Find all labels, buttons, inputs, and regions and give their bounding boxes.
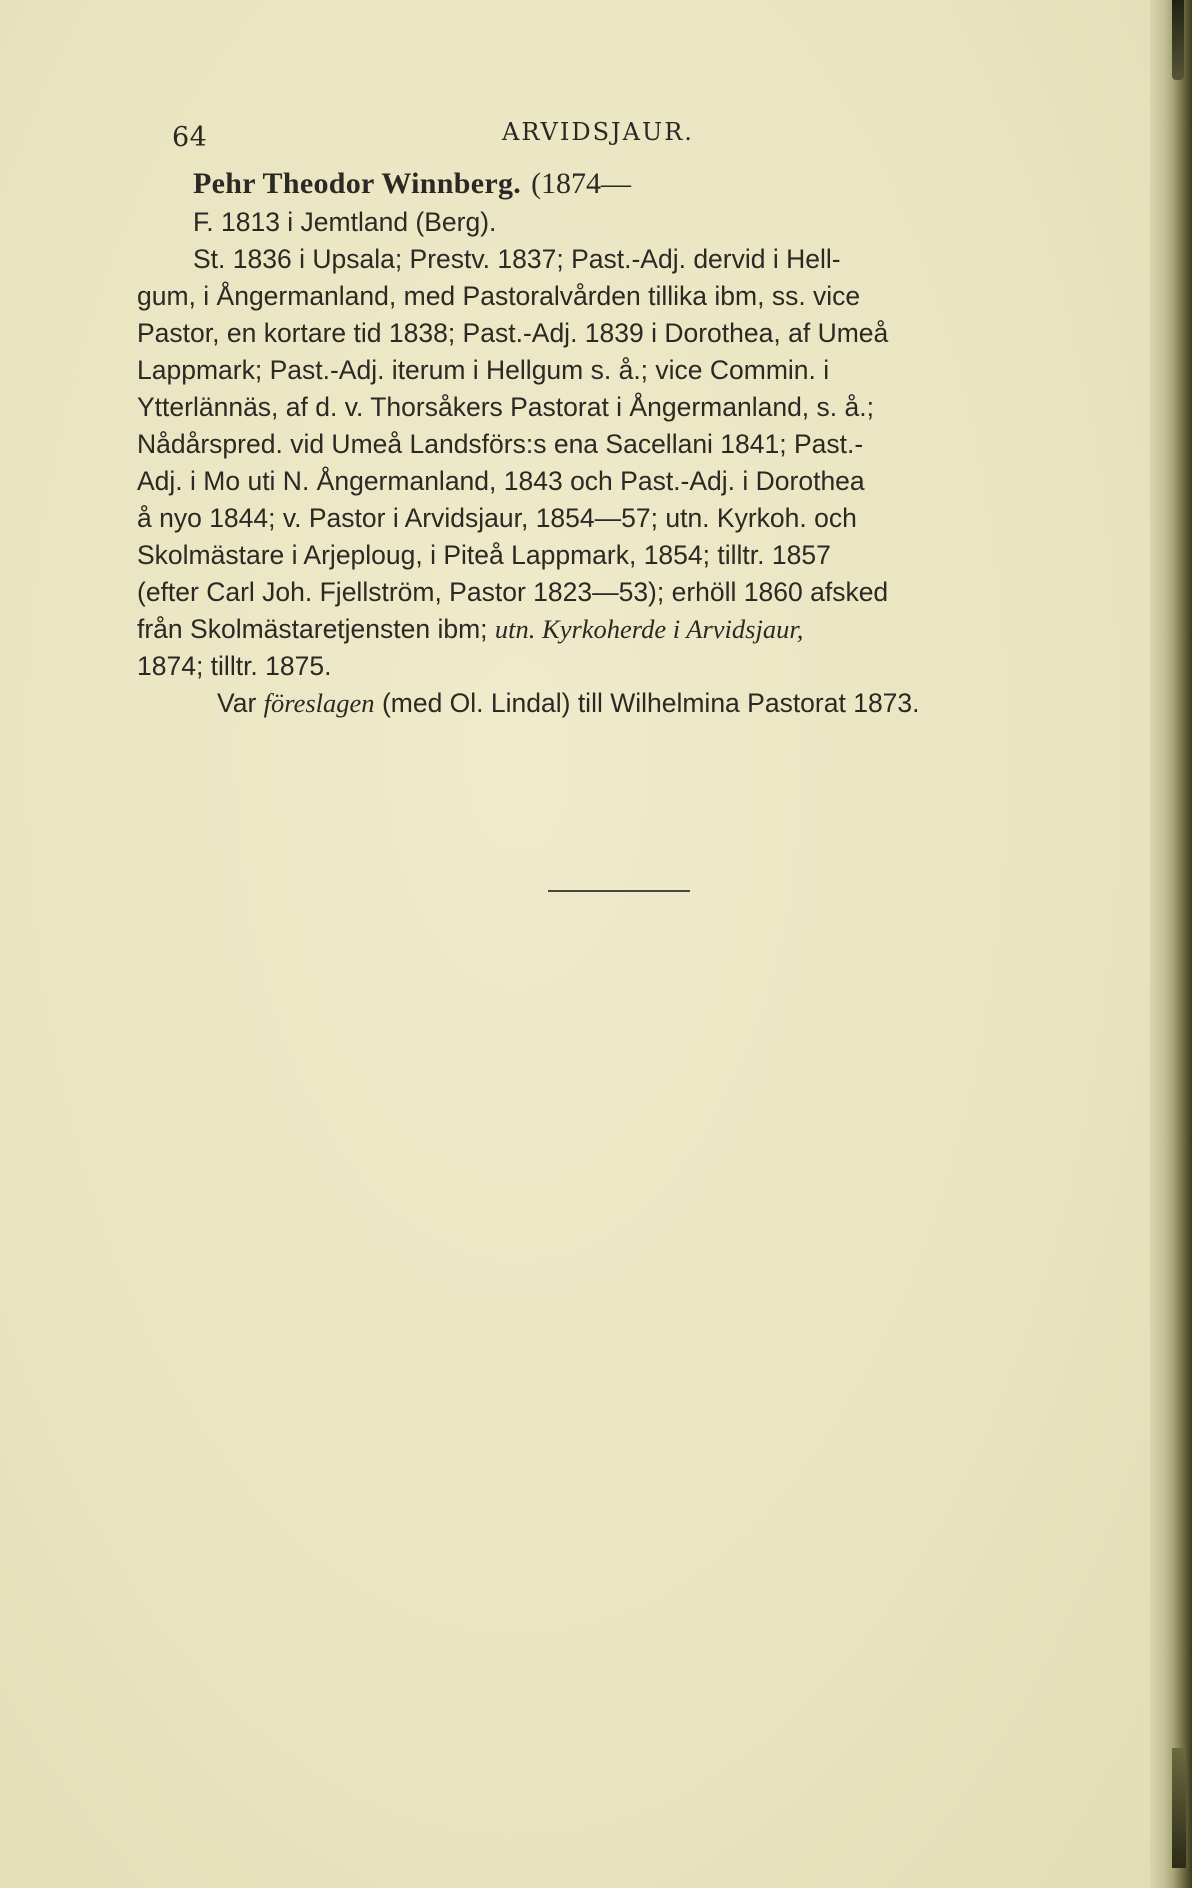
text-line: 1874; tilltr. 1875. <box>137 651 332 681</box>
text-line: St. 1836 i Upsala; Prestv. 1837; Past.-Adj. dervid i Hell- <box>193 244 841 274</box>
text-line: (efter Carl Joh. Fjellström, Pastor 1823—53); erhöll 1860 afsked <box>137 577 889 607</box>
text-line <box>137 611 1057 648</box>
entry-years: (1874— <box>531 167 632 200</box>
text-line: Skolmästare i Arjeploug, i Piteå Lappmark, 1854; tilltr. 1857 <box>137 540 831 570</box>
text-line: Nådårspred. vid Umeå Landsförs:s ena Sacellani 1841; Past.- <box>137 429 864 459</box>
text-segment: (med Ol. Lindal) till Wilhelmina Pastorat 1873. <box>381 688 920 718</box>
edge-mark <box>1172 1748 1186 1868</box>
section-rule <box>548 890 690 892</box>
page-edge <box>1150 0 1192 1888</box>
text-line: å nyo 1844; v. Pastor i Arvidsjaur, 1854—57; utn. Kyrkoh. och <box>137 503 857 533</box>
biographical-entry <box>137 164 1057 722</box>
entry-heading <box>193 164 1057 204</box>
italic-segment: utn. Kyrkoherde i Arvidsjaur, <box>494 614 804 644</box>
text-line: Lappmark; Past.-Adj. iterum i Hellgum s. å.; vice Commin. i <box>137 355 830 385</box>
entry-name: Pehr Theodor Winnberg. <box>193 167 522 200</box>
text-line: Ytterlännäs, af d. v. Thorsåkers Pastorat i Ångermanland, s. å.; <box>137 392 874 422</box>
running-head: ARVIDSJAUR. <box>502 118 694 146</box>
text-segment: Var <box>217 688 257 718</box>
edge-mark <box>1172 0 1184 80</box>
text-line: Adj. i Mo uti N. Ångermanland, 1843 och Past.-Adj. i Dorothea <box>137 466 865 496</box>
page-number: 64 <box>172 122 208 153</box>
italic-segment: föreslagen <box>263 688 375 718</box>
page-header <box>172 118 1072 158</box>
text-line <box>217 685 1057 722</box>
text-line: Pastor, en kortare tid 1838; Past.-Adj. 1839 i Dorothea, af Umeå <box>137 318 889 348</box>
text-segment: från Skolmästaretjensten ibm; <box>137 614 488 644</box>
text-line: F. 1813 i Jemtland (Berg). <box>193 207 497 237</box>
text-line: gum, i Ångermanland, med Pastoralvården tillika ibm, ss. vice <box>137 281 861 311</box>
